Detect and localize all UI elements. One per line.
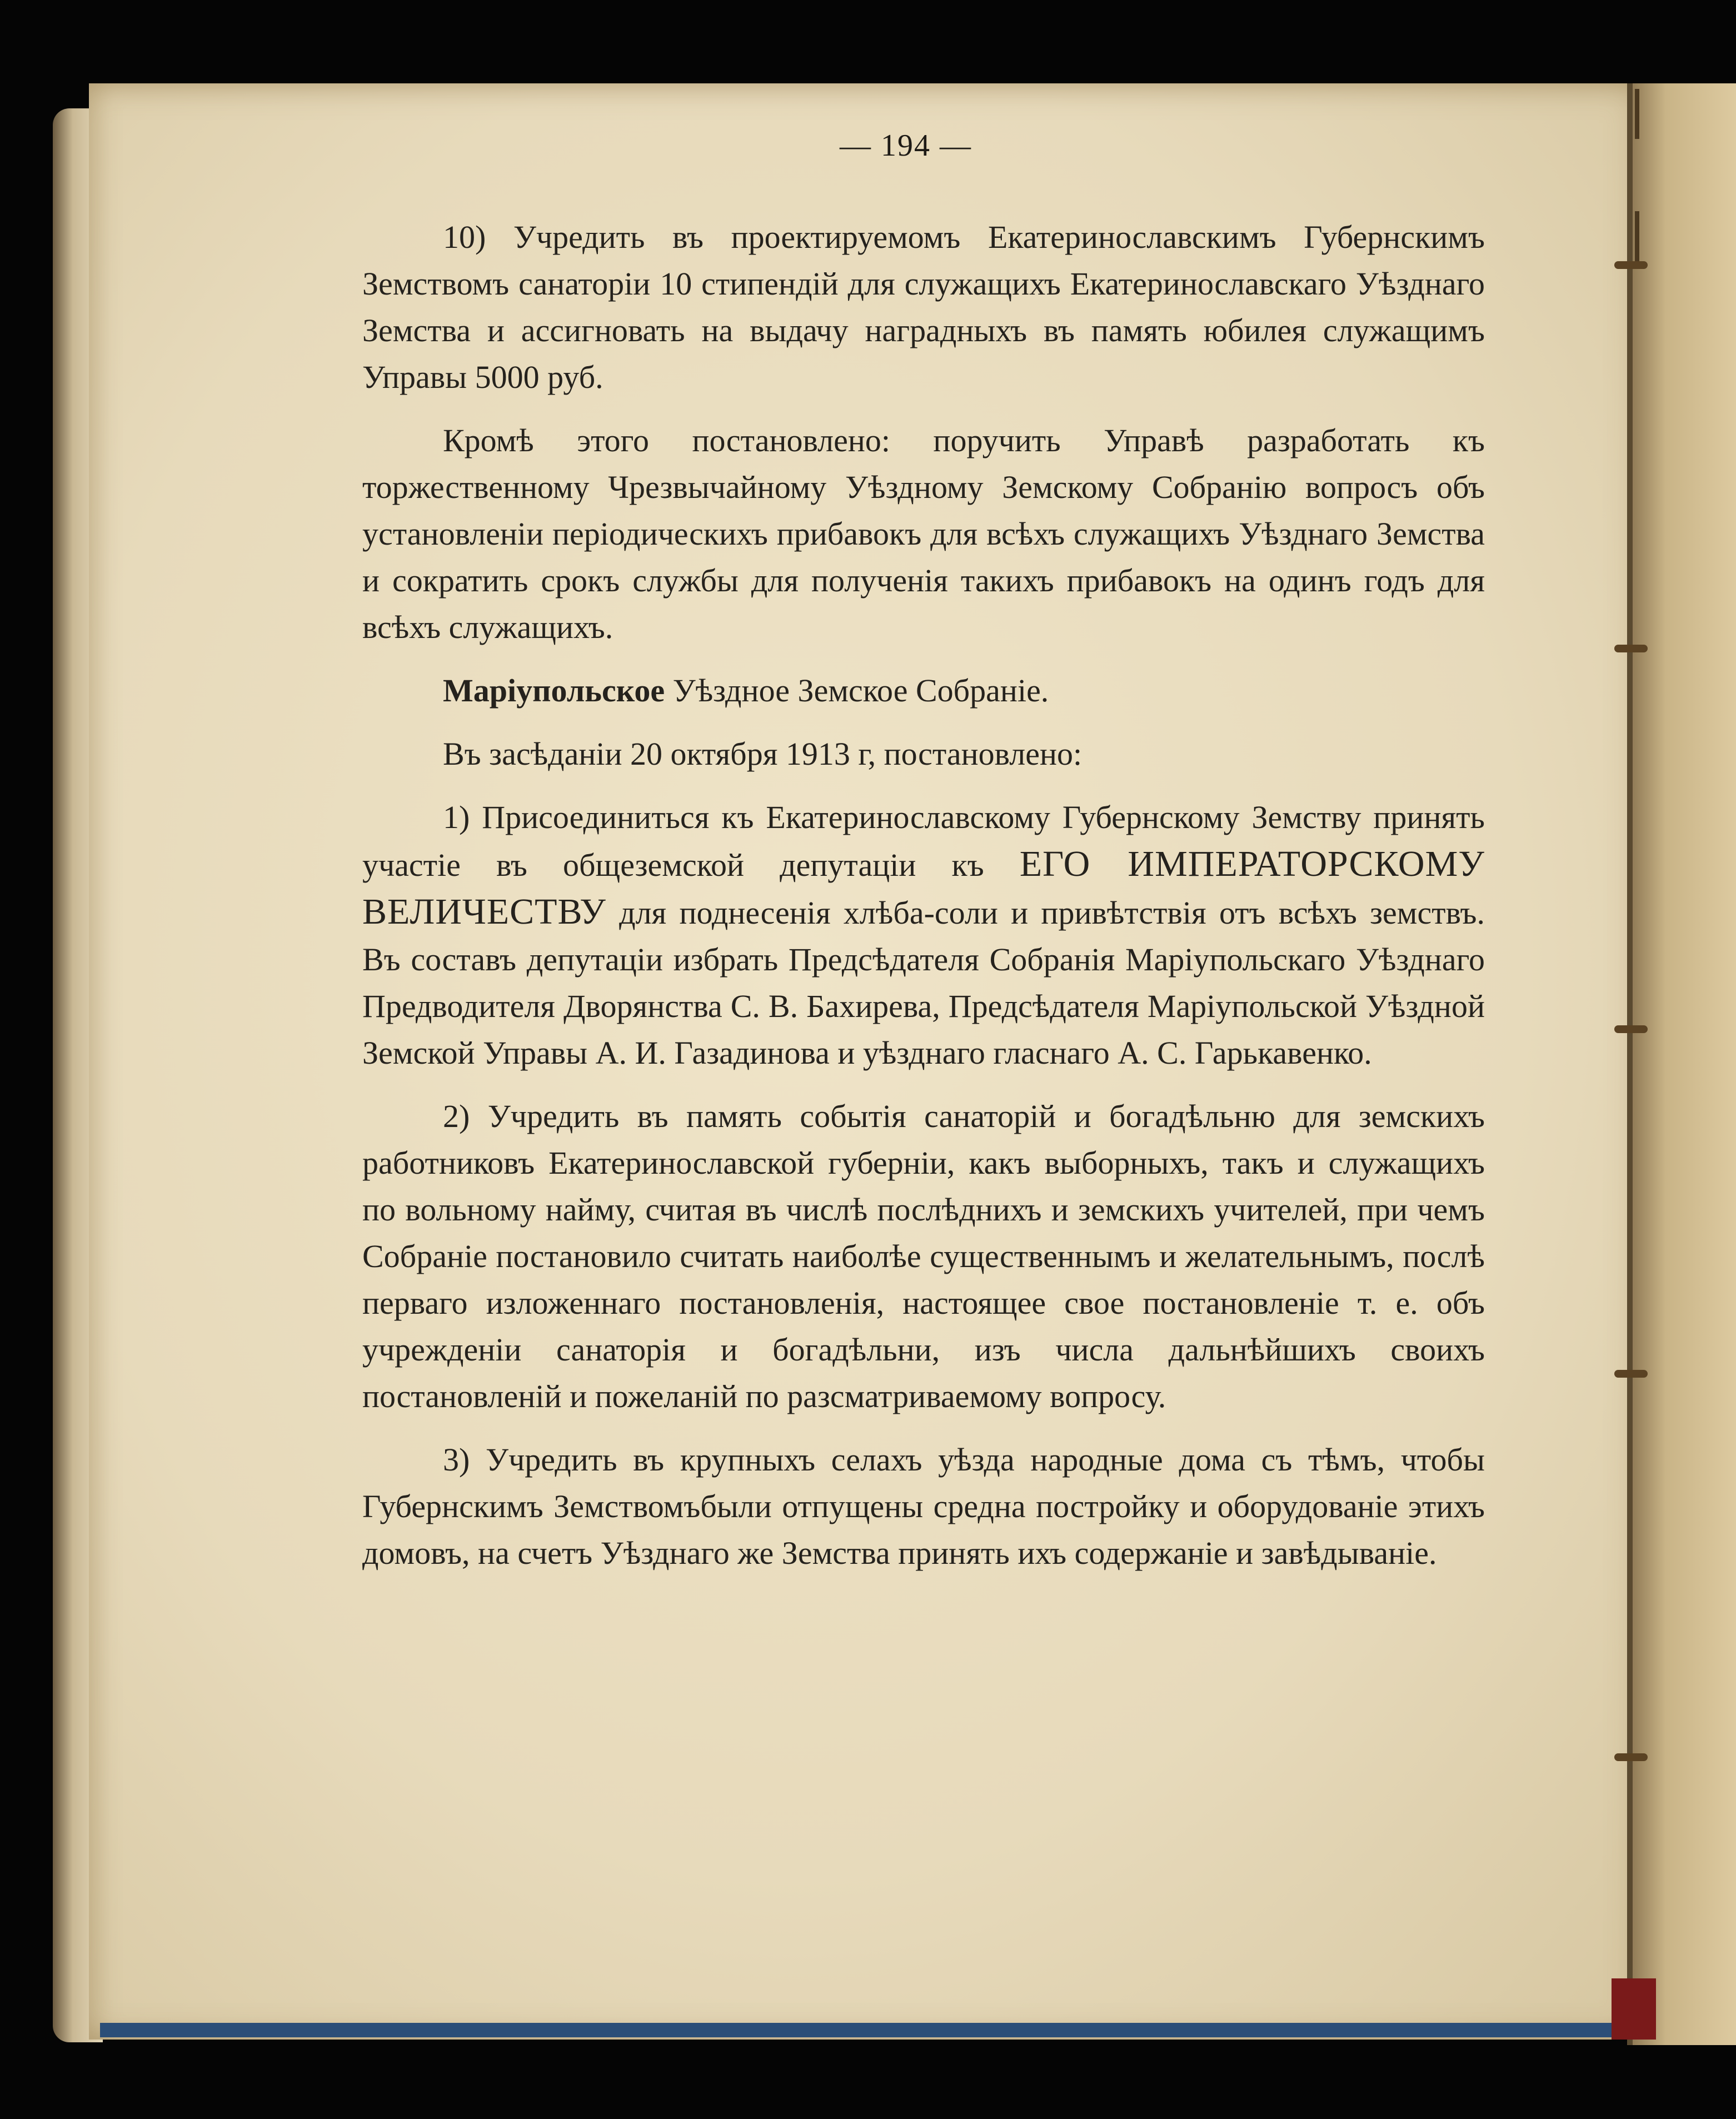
paragraph-item-1-part-a: 1) Присоединиться къ Екатеринославскому Губернскому Земству принять участіе въ общеземской депутаціи къ xyxy=(362,799,1485,883)
paragraph-item-1-part-b: для поднесенія хлѣба-соли и привѣтствія отъ всѣхъ земствъ. Въ составъ депутаціи избрать Предсѣдателя Собранія Маріупольскаго Уѣзднаго Предводителя Дворянства С. В. Бахирева, Предсѣдателя Маріупольской Уѣздной Земской Управы А. И. Газадинова и уѣзднаго гласнаго А. С. Гарькавенко. xyxy=(362,895,1485,1071)
binding-clip xyxy=(1614,261,1648,269)
book-spine xyxy=(1627,83,1633,2045)
imperial-title: ЕГО ИМПЕРАТОРСКОМУ ВЕЛИЧЕСТВУ xyxy=(362,844,1485,932)
paragraph-item-10: 10) Учредить въ проектируемомъ Екатеринославскимъ Губернскимъ Земствомъ санаторіи 10 стипендій для служащихъ Екатеринославскаго Уѣзднаго Земства и ассигновать на выдачу наградныхъ въ память юбилея служащимъ Управы 5000 руб. xyxy=(362,219,1485,395)
facing-page-edge xyxy=(1628,83,1736,2045)
cover-corner xyxy=(1612,1978,1656,2040)
section-heading xyxy=(362,667,1485,714)
section-heading-rest: Уѣздное Земское Собраніе. xyxy=(665,672,1049,709)
session-intro: Въ засѣданіи 20 октября 1913 г, постановлено: xyxy=(443,736,1082,772)
paragraph-item-1 xyxy=(362,794,1485,1076)
binding-clip xyxy=(1614,645,1648,652)
binding-clip xyxy=(1614,1025,1648,1033)
binding-clip xyxy=(1614,1370,1648,1378)
page-number: — 194 — xyxy=(840,128,972,163)
page-text xyxy=(362,214,1485,1593)
cover-edge xyxy=(100,2023,1634,2037)
binding-clip xyxy=(1614,1753,1648,1761)
paragraph-additional-resolution: Кромѣ этого постановлено: поручить Управѣ разработать къ торжественному Чрезвычайному Уѣздному Земскому Собранію вопросъ объ установленіи періодическихъ прибавокъ для всѣхъ служащихъ Уѣзднаго Земства и сократить срокъ службы для полученія такихъ прибавокъ на одинъ годъ для всѣхъ служащихъ. xyxy=(362,422,1485,645)
binding-mark xyxy=(1635,211,1639,261)
binding-mark xyxy=(1635,89,1639,139)
section-heading-bold: Маріупольское xyxy=(443,672,665,709)
paragraph-item-3: 3) Учредить въ крупныхъ селахъ уѣзда народные дома съ тѣмъ, чтобы Губернскимъ Земствомъбыли отпущены средна постройку и оборудованіе этихъ домовъ, на счетъ Уѣзднаго же Земства принять ихъ содержаніе и завѣдываніе. xyxy=(362,1442,1485,1571)
paragraph-item-2: 2) Учредить въ память событія санаторій и богадѣльню для земскихъ работниковъ Екатеринославской губерніи, какъ выборныхъ, такъ и служащихъ по вольному найму, считая въ числѣ послѣднихъ и земскихъ учителей, при чемъ Собраніе постановило считать наиболѣе существеннымъ и желательнымъ, послѣ перваго изложеннаго постановленія, настоящее свое постановленіе т. е. объ учрежденіи санаторія и богадѣльни, изъ числа дальнѣйшихъ своихъ постановленій и пожеланій по разсматриваемому вопросу. xyxy=(362,1098,1485,1414)
